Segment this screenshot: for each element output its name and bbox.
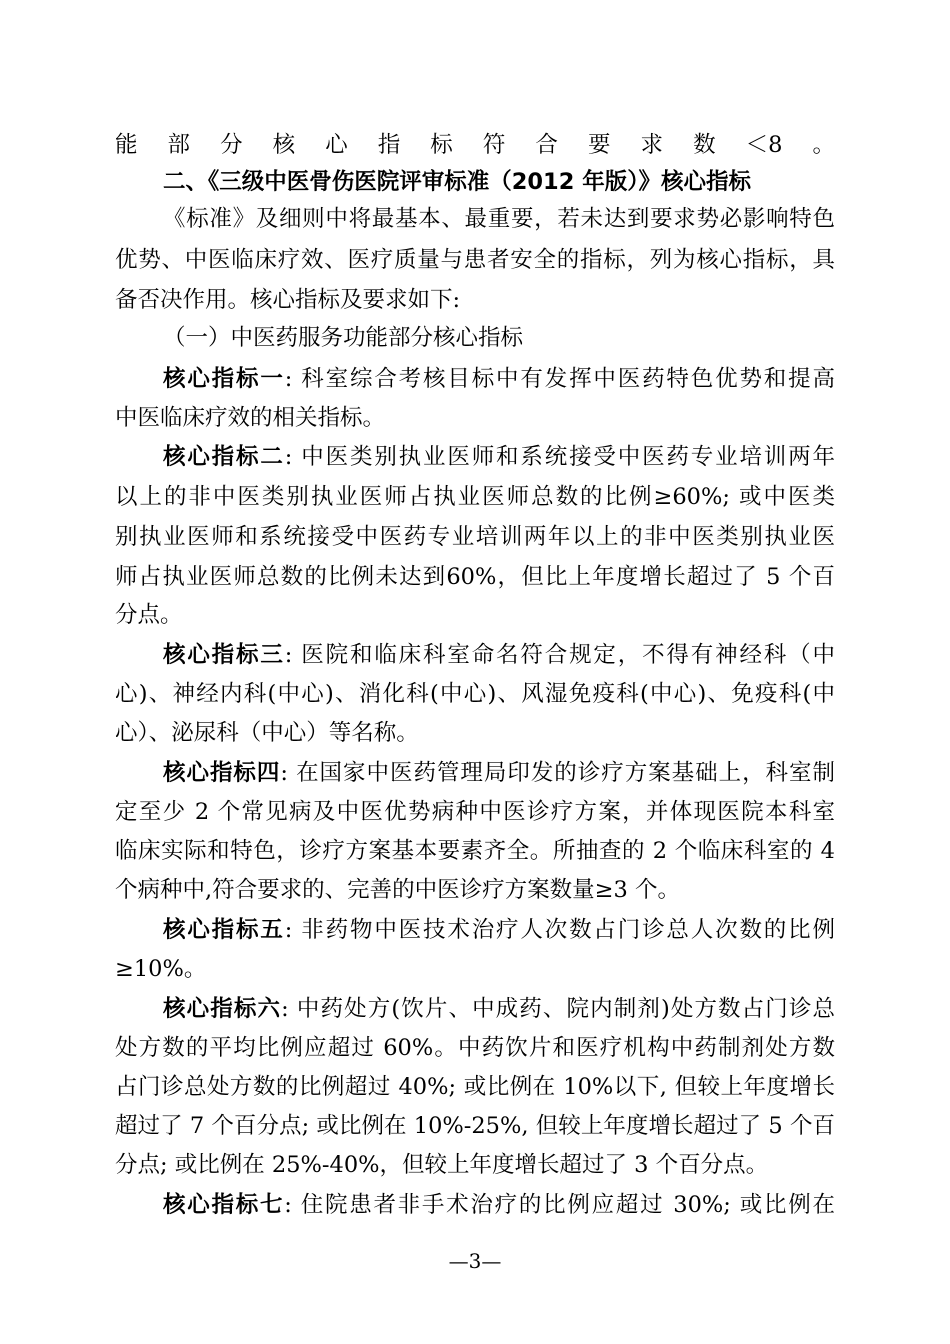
- indicator-line: [163, 991, 835, 1027]
- text-line: [115, 833, 835, 869]
- indicator-line: [163, 1187, 835, 1223]
- page-number: —3—: [448, 1249, 502, 1273]
- line-text: ≥10%。: [115, 956, 207, 982]
- indicator-line: [163, 637, 835, 673]
- line-text: 个病种中,符合要求的、完善的中医诊疗方案数量≥3 个。: [115, 877, 680, 903]
- line-text: 以上的非中医类别执业医师占执业医师总数的比例≥60%; 或中医类: [115, 484, 835, 510]
- text-line: [115, 676, 835, 712]
- text-line: [115, 127, 835, 163]
- line-text: 《标准》及细则中将最基本、最重要，若未达到要求势必影响特色: [163, 206, 835, 232]
- text-line: [115, 519, 835, 555]
- line-text: 处方数的平均比例应超过 60%。中药饮片和医疗机构中药制剂处方数: [115, 1035, 835, 1061]
- indicator-label: 核心指标七: [163, 1192, 285, 1218]
- text-line: [115, 479, 835, 515]
- text-line: [115, 282, 835, 318]
- line-text: 临床实际和特色，诊疗方案基本要素齐全。所抽查的 2 个临床科室的 4: [115, 838, 835, 864]
- line-text: : 科室综合考核目标中有发挥中医药特色优势和提高: [284, 366, 835, 392]
- line-text: 超过了 7 个百分点; 或比例在 10%-25%, 但较上年度增长超过了 5 个百: [115, 1113, 835, 1139]
- text-line: [115, 597, 835, 633]
- line-text: : 中医类别执业医师和系统接受中医药专业培训两年: [284, 444, 835, 470]
- indicator-label: 核心指标三: [163, 642, 285, 668]
- indicator-line: [163, 755, 835, 791]
- heading-text: 二、《三级中医骨伤医院评审标准（2012 年版）》核心指标: [163, 169, 751, 195]
- text-line: [115, 1069, 835, 1105]
- text-line: [115, 400, 835, 436]
- line-text: 师占执业医师总数的比例未达到60%，但比上年度增长超过了 5 个百: [115, 564, 835, 590]
- text-line: [163, 201, 835, 237]
- text-line: [115, 872, 835, 908]
- line-text: 心）、泌尿科（中心）等名称。: [115, 720, 419, 746]
- text-line: [115, 715, 835, 751]
- line-text: 分点。: [115, 602, 183, 628]
- indicator-line: [163, 912, 835, 948]
- section-heading: [163, 164, 803, 200]
- text-line: [115, 951, 835, 987]
- line-text: 别执业医师和系统接受中医药专业培训两年以上的非中医类别执业医: [115, 524, 835, 550]
- heading-text: （一）中医药服务功能部分核心指标: [163, 325, 524, 351]
- indicator-label: 核心指标六: [163, 996, 282, 1022]
- line-text: 分点; 或比例在 25%-40%，但较上年度增长超过了 3 个百分点。: [115, 1152, 769, 1178]
- line-text: : 中药处方(饮片、中成药、院内制剂)处方数占门诊总: [281, 996, 835, 1022]
- text-line: [115, 794, 835, 830]
- text-line: [115, 1147, 835, 1183]
- line-text: : 非药物中医技术治疗人次数占门诊总人次数的比例: [284, 917, 835, 943]
- line-text: : 住院患者非手术治疗的比例应超过 30%; 或比例在: [284, 1192, 835, 1218]
- indicator-label: 核心指标二: [163, 444, 285, 470]
- line-text: 中医临床疗效的相关指标。: [115, 405, 386, 431]
- line-text: 能部分核心指标符合要求数＜8。: [115, 132, 835, 158]
- line-text: : 医院和临床科室命名符合规定，不得有神经科（中: [284, 642, 835, 668]
- line-text: 心)、神经内科(中心)、消化科(中心)、风湿免疫科(中心)、免疫科(中: [115, 681, 835, 707]
- text-line: [115, 559, 835, 595]
- line-text: 优势、中医临床疗效、医疗质量与患者安全的指标，列为核心指标，具: [115, 247, 835, 273]
- text-line: [115, 1108, 835, 1144]
- line-text: 备否决作用。核心指标及要求如下:: [115, 287, 461, 313]
- indicator-label: 核心指标五: [163, 917, 285, 943]
- indicator-label: 核心指标一: [163, 366, 285, 392]
- subsection-heading: [163, 320, 835, 356]
- text-line: [115, 1030, 835, 1066]
- indicator-line: [163, 439, 835, 475]
- line-text: 占门诊总处方数的比例超过 40%; 或比例在 10%以下, 但较上年度增长: [115, 1074, 835, 1100]
- line-text: : 在国家中医药管理局印发的诊疗方案基础上，科室制: [280, 760, 835, 786]
- line-text: 定至少 2 个常见病及中医优势病种中医诊疗方案，并体现医院本科室: [115, 799, 835, 825]
- text-line: [115, 242, 835, 278]
- indicator-line: [163, 361, 835, 397]
- indicator-label: 核心指标四: [163, 760, 281, 786]
